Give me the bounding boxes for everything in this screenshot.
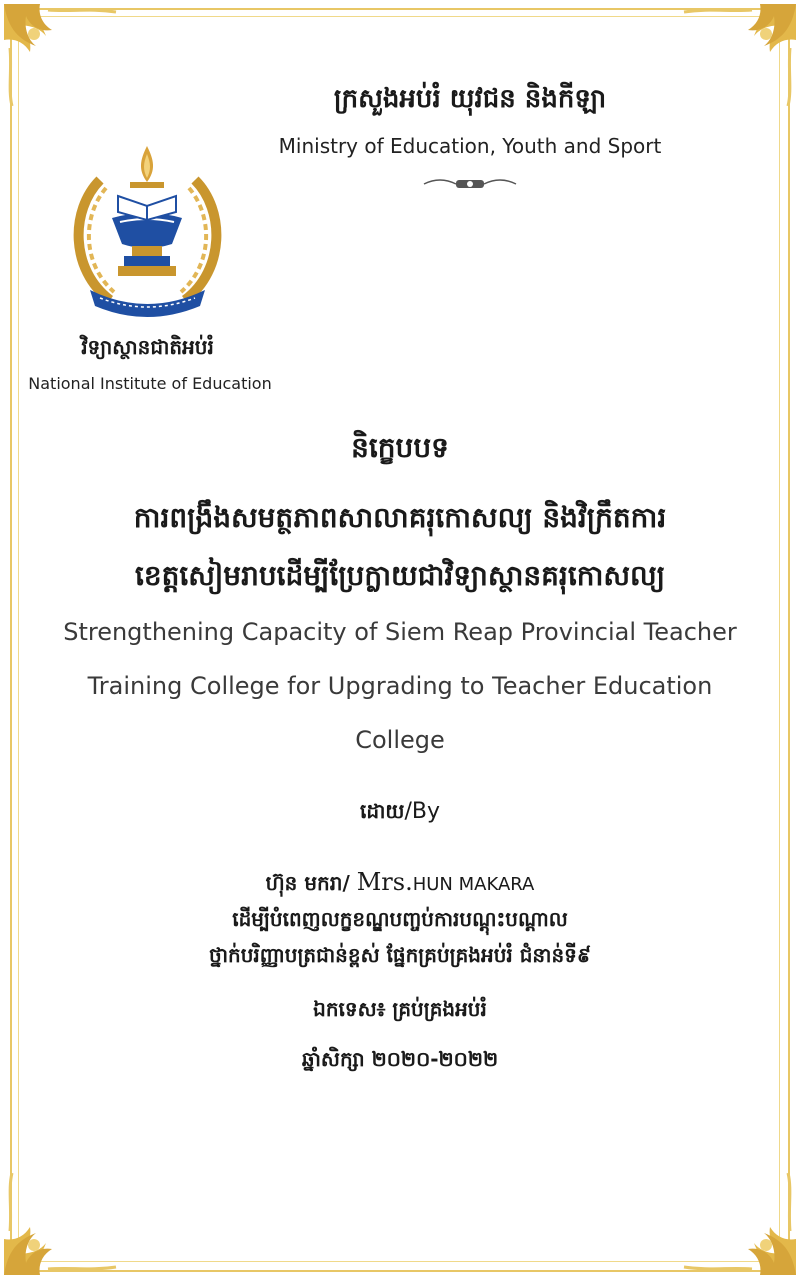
thesis-title-kh-line2: ខេត្តសៀមរាបដើម្បីប្រែក្លាយជាវិទ្យាស្ថានគរុកោសល្យ: [134, 559, 666, 592]
institute-name-kh: វិទ្យាស្ថានជាតិអប់រំ: [81, 335, 214, 359]
institute-name-en: National Institute of Education: [28, 374, 272, 393]
byline-en: /By: [404, 799, 440, 824]
purpose-line1: ដើម្បីបំពេញលក្ខខណ្ឌបញ្ចប់ការបណ្តុះបណ្តាល: [232, 907, 568, 931]
author-line: [0, 868, 800, 900]
corner-ornament-bottom-right: [680, 1169, 800, 1279]
thesis-title-en-line3: College: [355, 726, 445, 754]
author-name-kh: ហ៊ុន មករា: [265, 871, 343, 895]
thesis-title-en-line1: Strengthening Capacity of Siem Reap Provincial Teacher: [63, 618, 737, 646]
divider-ornament-icon: [420, 172, 520, 196]
corner-ornament-bottom-left: [0, 1169, 120, 1279]
thesis-title-kh-line1: ការពង្រឹងសមត្ថភាពសាលាគរុកោសល្យ និងវិក្រឹតការ: [133, 501, 667, 534]
purpose-line2: ថ្នាក់បរិញ្ញាបត្រជាន់ខ្ពស់ ផ្នែកគ្រប់គ្រងអប់រំ ជំនាន់ទី៩: [209, 943, 591, 967]
author-name-en: HUN MAKARA: [412, 874, 535, 895]
thesis-title-en-line2: Training College for Upgrading to Teacher Education: [87, 672, 713, 700]
thesis-label-kh: និក្ខេបបទ: [351, 431, 449, 464]
ministry-name-kh: ក្រសួងអប់រំ យុវជន និងកីឡា: [333, 84, 607, 114]
academic-year: ឆ្នាំសិក្សា ២០២០-២០២២: [301, 1047, 499, 1071]
major-field: ឯកទេស៖ គ្រប់គ្រងអប់រំ: [313, 997, 487, 1021]
author-title: Mrs.: [356, 868, 413, 896]
byline-kh: ដោយ: [360, 799, 405, 823]
byline: [0, 798, 800, 828]
ministry-name-en: Ministry of Education, Youth and Sport: [278, 134, 662, 158]
author-separator: /: [342, 871, 357, 895]
institute-logo-icon: [60, 140, 235, 325]
corner-ornament-top-left: [0, 0, 120, 110]
